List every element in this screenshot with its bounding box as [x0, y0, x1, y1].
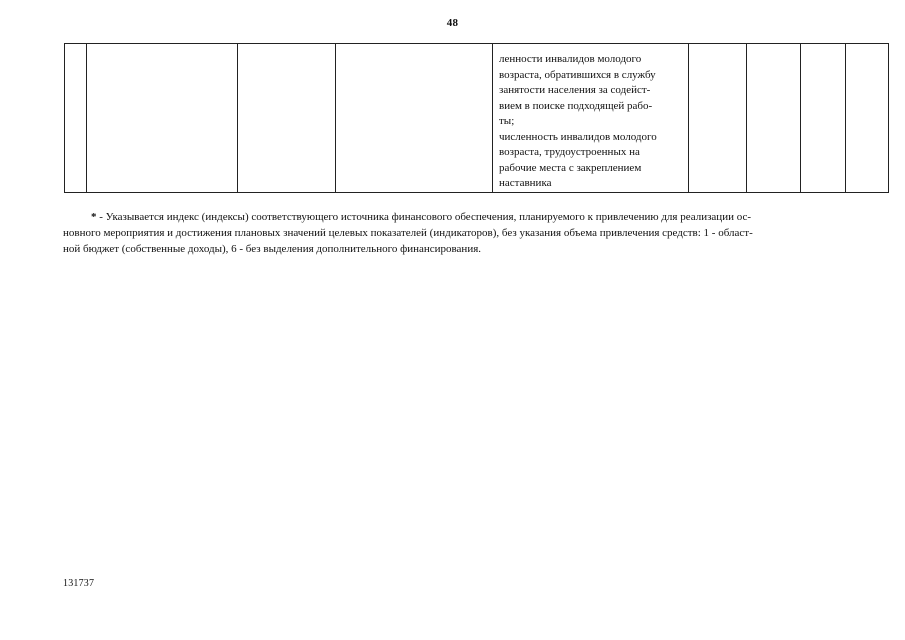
footnote-text: - Указывается индекс (индексы) соответствующего источника финансового обеспечения, планируемого к привлечению для реализации ос- новного мероприятия и достижения плановых значений целевых показателей (индикаторов), без указания объема привлечения средств: 1 - област- ной бюджет (собственные доходы), 6 - без выделения дополнительного финансирования.	[63, 211, 753, 255]
page-number: 48	[446, 17, 459, 29]
table-cell-indicators: ленности инвалидов молодого возраста, обратившихся в службу занятости населения за содейст- вием в поиске подходящей рабо- ты; численность инвалидов молодого возраста, трудоустроенных на рабочие места с закреплением наставника	[493, 44, 689, 193]
table-cell-4	[336, 44, 493, 193]
footnote	[63, 209, 878, 257]
document-code: 131737	[63, 578, 95, 589]
table-cell-6	[689, 44, 747, 193]
table-cell-2	[87, 44, 238, 193]
table-row	[65, 44, 889, 193]
table-cell-7	[747, 44, 801, 193]
footnote-marker: *	[91, 211, 97, 223]
table-cell-9	[846, 44, 889, 193]
program-table	[64, 43, 889, 193]
table-cell-1	[65, 44, 87, 193]
table-cell-8	[801, 44, 846, 193]
table-cell-3	[238, 44, 336, 193]
